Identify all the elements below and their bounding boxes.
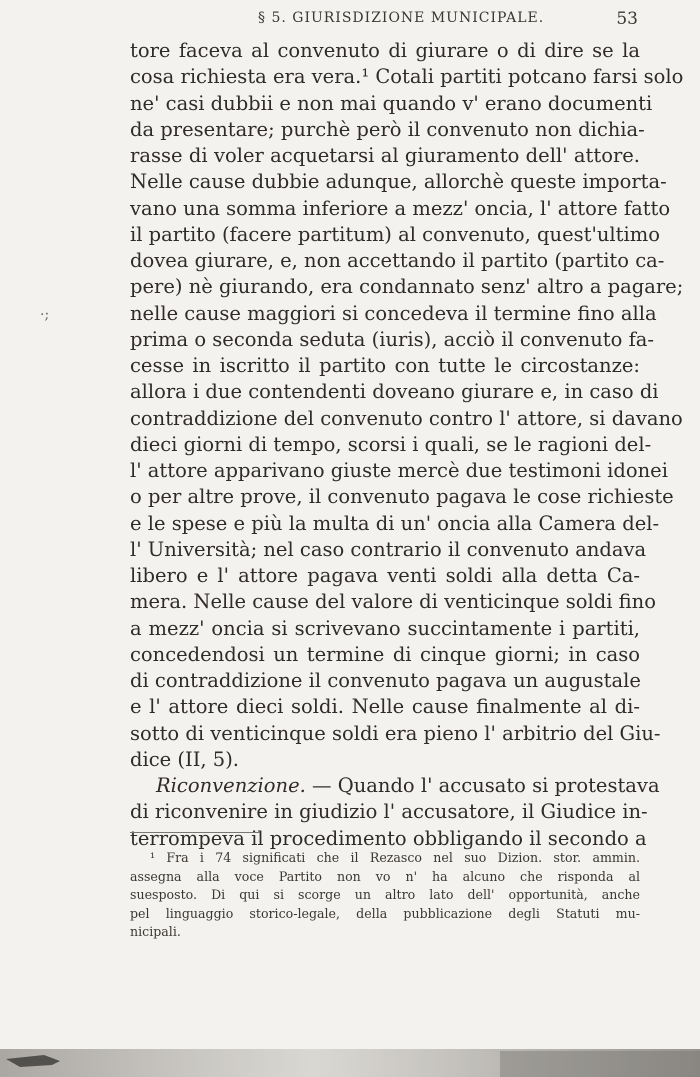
text-line: sotto di venticinque soldi era pieno l' arbitrio del Giu-: [130, 721, 661, 745]
text-line: allora i due contendenti doveano giurare e, in caso di: [130, 380, 659, 404]
text-line: di riconvenire in giudizio l' accusatore, il Giudice in-: [130, 800, 648, 824]
text-line: e l' attore dieci soldi. Nelle cause finalmente al di-: [130, 695, 640, 719]
text-line: l' attore apparivano giuste mercè due testimoni idonei: [130, 459, 668, 482]
text-line: libero e l' attore pagava venti soldi alla detta Ca-: [130, 564, 640, 587]
text-line: a mezz' oncia si scrivevano succintamente i partiti,: [130, 616, 640, 640]
text-line: vano una somma inferiore a mezz' oncia, l' attore fatto: [130, 196, 671, 220]
footnote-line: nicipali.: [130, 924, 181, 939]
text-line: il partito (facere partitum) al convenuto, quest'ultimo: [130, 222, 660, 246]
text-line: contraddizione del convenuto contro l' attore, si davano: [130, 406, 683, 430]
page-number: 53: [616, 9, 638, 29]
text-line: dieci giorni di tempo, scorsi i quali, se le ragioni del-: [130, 432, 652, 456]
text-line: o per altre prove, il convenuto pagava le cose richieste: [130, 485, 674, 509]
text-line: cosa richiesta era vera.¹ Cotali partiti potcano farsi solo: [130, 65, 684, 89]
text-line: di contraddizione il convenuto pagava un augustale: [130, 669, 641, 692]
footnote-divider: [130, 832, 260, 833]
text-line: ne' casi dubbii e non mai quando v' erano documenti: [130, 91, 653, 115]
scan-edge-artifact: [0, 1037, 700, 1077]
subsection-heading: Riconvenzione.: [156, 774, 306, 797]
text-line: rasse di voler acquetarsi al giuramento dell' attore.: [130, 144, 640, 167]
running-head: § 5. GIURISDIZIONE MUNICIPALE.: [258, 10, 545, 26]
text-line: dovea giurare, e, non accettando il partito (partito ca-: [130, 249, 665, 272]
footnote-line: assegna alla voce Partito non vo n' ha alcuno che risponda al: [130, 868, 640, 884]
footnote: [130, 849, 640, 942]
text-line: pere) nè giurando, era condannato senz' altro a pagare;: [130, 275, 684, 299]
footnote-line: suesposto. Di qui si scorge un altro lato dell' opportunità, anche: [130, 887, 640, 902]
text-line: nelle cause maggiori si concedeva il termine fino alla: [130, 301, 657, 325]
page-header: [0, 8, 700, 34]
text-line: terrompeva il procedimento obbligando il secondo a: [130, 826, 647, 850]
text-line: Nelle cause dubbie adunque, allorchè queste importa-: [130, 170, 667, 194]
text-line: cesse in iscritto il partito con tutte le circostanze:: [130, 354, 640, 377]
subsection-first-line: [130, 773, 660, 799]
text-line: l' Università; nel caso contrario il convenuto andava: [130, 537, 647, 561]
text-line: prima o seconda seduta (iuris), acciò il convenuto fa-: [130, 327, 655, 351]
subsection-text: — Quando l' accusato si protestava: [312, 774, 660, 797]
text-line: dice (II, 5).: [130, 747, 240, 771]
margin-mark: ·;: [40, 307, 50, 323]
text-line: concedendosi un termine di cinque giorni; in caso: [130, 642, 640, 666]
body-text: [130, 38, 684, 852]
text-line: mera. Nelle cause del valore di venticinque soldi fino: [130, 590, 656, 614]
text-line: tore faceva al convenuto di giurare o di dire se la: [130, 39, 640, 62]
text-line: da presentare; purchè però il convenuto non dichia-: [130, 117, 645, 141]
text-line: e le spese e più la multa di un' oncia alla Camera del-: [130, 511, 660, 535]
footnote-line: ¹ Fra i 74 significati che il Rezasco nel suo Dizion. stor. ammin.: [150, 850, 640, 865]
footnote-line: pel linguaggio storico-legale, della pubblicazione degli Statuti mu-: [130, 905, 640, 921]
